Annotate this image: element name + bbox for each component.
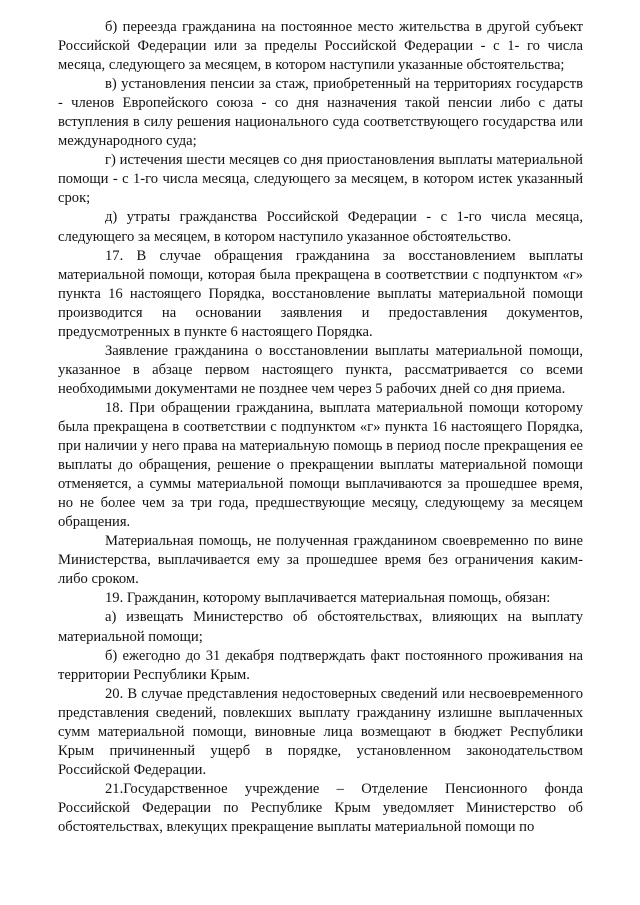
paragraph-19-b: б) ежегодно до 31 декабря подтверждать факт постоянного проживания на территории Республики Крым. — [58, 647, 583, 683]
paragraph-19-a: а) извещать Министерство об обстоятельствах, влияющих на выплату материальной помощи; — [58, 609, 583, 645]
paragraph-d-citizenship: д) утраты гражданства Российской Федерации - с 1-го числа месяца, следующего за месяцем, в котором наступило указанное обстоятельство. — [58, 209, 583, 245]
paragraph-v-pension-eu: в) установления пенсии за стаж, приобретенный на территориях государств - членов Европейского союза - со дня назначения такой пенсии либо с даты вступления в силу решения национального суда соответствующего государства или международного суда; — [58, 76, 583, 150]
paragraph-g-six-months: г) истечения шести месяцев со дня приостановления выплаты материальной помощи - с 1-го числа месяца, следующего за месяцем, в котором истек указанный срок; — [58, 152, 583, 207]
paragraph-21: 21.Государственное учреждение – Отделение Пенсионного фонда Российской Федерации по Республике Крым уведомляет Министерство об обстоятельствах, влекущих прекращение выплаты материальной помощи по — [58, 780, 583, 835]
paragraph-b-relocation: б) переезда гражданина на постоянное место жительства в другой субъект Российской Федерации или за пределы Российской Федерации - с 1- го числа месяца, следующего за месяцем, в котором наступили указанные обстоятельства; — [58, 19, 583, 74]
paragraph-18-ministry-fault: Материальная помощь, не полученная гражданином своевременно по вине Министерства, выплачивается ему за прошедшее время без ограничения каким-либо сроком. — [58, 533, 583, 588]
paragraph-19: 19. Гражданин, которому выплачивается материальная помощь, обязан: — [105, 590, 551, 607]
paragraph-20: 20. В случае представления недостоверных сведений или несвоевременного представления сведений, повлекших выплату гражданину излишне выплаченных сумм материальной помощи, виновные лица возмещают в бюджет Республики Крым причиненный ущерб в порядке, установленном законодательством Российской Федерации. — [58, 685, 583, 778]
paragraph-17-application: Заявление гражданина о восстановлении выплаты материальной помощи, указанное в абзаце первом настоящего пункта, рассматривается со всеми необходимыми документами не позднее чем через 5 рабочих дней со дня приема. — [58, 342, 583, 397]
paragraph-18: 18. При обращении гражданина, выплата материальной помощи которому была прекращена в соответствии с подпунктом «г» пункта 16 настоящего Порядка, при наличии у него права на материальную помощь в период после прекращения ее выплаты до обращения, решение о прекращении выплаты материальной помощи отменяется, а суммы материальной помощи выплачиваются за прошедшее время, но не более чем за три года, предшествующие месяцу, следующему за месяцем обращения. — [58, 399, 583, 531]
paragraph-17: 17. В случае обращения гражданина за восстановлением выплаты материальной помощи, которая была прекращена в соответствии с подпунктом «г» пункта 16 настоящего Порядка, восстановление выплаты материальной помощи производится на основании заявления и предоставления документов, предусмотренных в пункте 6 настоящего Порядка. — [58, 247, 583, 340]
document-page — [58, 18, 583, 837]
